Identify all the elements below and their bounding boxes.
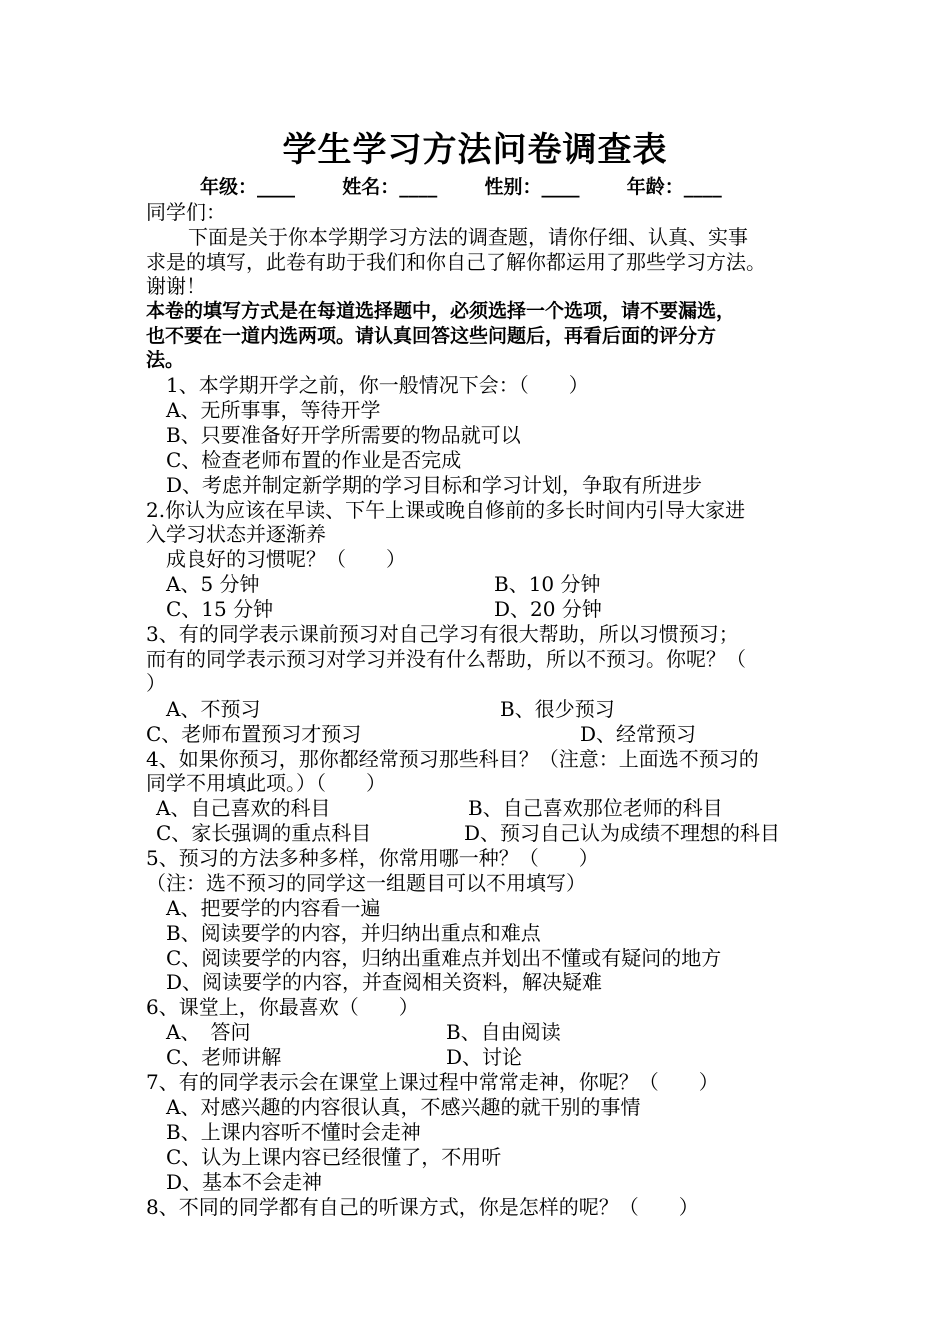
q3-option-d[interactable]: D、经常预习 bbox=[580, 722, 697, 746]
q3-option-a[interactable]: A、不预习 bbox=[166, 697, 261, 721]
instruction-line-2: 也不要在一道内选两项。请认真回答这些问题后，再看后面的评分方 bbox=[146, 325, 717, 347]
q6-option-c[interactable]: C、老师讲解 bbox=[166, 1045, 282, 1069]
q5-option-a[interactable]: A、把要学的内容看一遍 bbox=[166, 896, 381, 920]
question-4-line-1: 4、如果你预习，那你都经常预习那些科目？（注意：上面选不预习的 bbox=[146, 747, 759, 771]
q3-option-c[interactable]: C、老师布置预习才预习 bbox=[146, 722, 362, 746]
question-4-line-2: 同学不用填此项。）（ ） bbox=[146, 771, 386, 795]
instruction-line-3: 法。 bbox=[146, 349, 185, 371]
question-3-line-1: 3、有的同学表示课前预习对自己学习有很大帮助，所以习惯预习； bbox=[146, 622, 739, 646]
gender-field[interactable]: 性别：____ bbox=[484, 176, 580, 198]
q4-option-b[interactable]: B、自己喜欢那位老师的科目 bbox=[468, 796, 723, 820]
q2-option-c[interactable]: C、15 分钟 bbox=[166, 597, 274, 621]
question-5-note: （注：选不预习的同学这一组题目可以不用填写） bbox=[146, 871, 586, 895]
q2-option-d[interactable]: D、20 分钟 bbox=[494, 597, 602, 621]
q7-option-b[interactable]: B、上课内容听不懂时会走神 bbox=[166, 1120, 421, 1144]
q2-option-b[interactable]: B、10 分钟 bbox=[494, 572, 601, 596]
q7-option-d[interactable]: D、基本不会走神 bbox=[166, 1170, 323, 1194]
question-8: 8、不同的同学都有自己的听课方式，你是怎样的呢？（ ） bbox=[146, 1195, 699, 1219]
q4-option-c[interactable]: C、家长强调的重点科目 bbox=[156, 821, 372, 845]
q1-option-c[interactable]: C、检查老师布置的作业是否完成 bbox=[166, 448, 462, 472]
question-7: 7、有的同学表示会在课堂上课过程中常常走神，你呢？（ ） bbox=[146, 1070, 719, 1094]
q7-option-a[interactable]: A、对感兴趣的内容很认真，不感兴趣的就干别的事情 bbox=[166, 1095, 641, 1119]
page-title: 学生学习方法问卷调查表 bbox=[282, 130, 668, 170]
question-2-line-1: 2.你认为应该在早读、下午上课或晚自修前的多长时间内引导大家进 bbox=[146, 498, 746, 522]
question-3-line-3: ） bbox=[146, 671, 166, 695]
q2-option-a[interactable]: A、5 分钟 bbox=[166, 572, 260, 596]
question-5-line-1: 5、预习的方法多种多样，你常用哪一种？（ ） bbox=[146, 846, 599, 870]
intro-line-2: 求是的填写，此卷有助于我们和你自己了解你都运用了那些学习方法。 bbox=[146, 250, 766, 274]
question-1: 1、本学期开学之前，你一般情况下会：（ ） bbox=[166, 373, 589, 397]
q6-option-b[interactable]: B、自由阅读 bbox=[446, 1020, 561, 1044]
question-3-line-2: 而有的同学表示预习对学习并没有什么帮助，所以不预习。你呢？（ bbox=[146, 647, 746, 671]
greeting: 同学们： bbox=[146, 200, 226, 224]
q3-option-b[interactable]: B、很少预习 bbox=[500, 697, 615, 721]
q1-option-a[interactable]: A、无所事事，等待开学 bbox=[166, 398, 381, 422]
student-info-row bbox=[200, 174, 722, 200]
name-field[interactable]: 姓名：____ bbox=[342, 176, 438, 198]
q6-option-a[interactable]: A、 答问 bbox=[166, 1020, 251, 1044]
intro-line-1: 下面是关于你本学期学习方法的调查题，请你仔细、认真、实事 bbox=[188, 225, 748, 249]
q1-option-b[interactable]: B、只要准备好开学所需要的物品就可以 bbox=[166, 423, 521, 447]
q1-option-d[interactable]: D、考虑并制定新学期的学习目标和学习计划，争取有所进步 bbox=[166, 473, 703, 497]
q4-option-d[interactable]: D、预习自己认为成绩不理想的科目 bbox=[464, 821, 781, 845]
q5-option-b[interactable]: B、阅读要学的内容，并归纳出重点和难点 bbox=[166, 921, 541, 945]
grade-field[interactable]: 年级：____ bbox=[200, 176, 296, 198]
q5-option-d[interactable]: D、阅读要学的内容，并查阅相关资料，解决疑难 bbox=[166, 970, 603, 994]
instruction-line-1: 本卷的填写方式是在每道选择题中，必须选择一个选项，请不要漏选， bbox=[146, 300, 736, 322]
question-6: 6、课堂上，你最喜欢（ ） bbox=[146, 995, 419, 1019]
q5-option-c[interactable]: C、阅读要学的内容，归纳出重难点并划出不懂或有疑问的地方 bbox=[166, 946, 722, 970]
question-2-line-2: 入学习状态并逐渐养 bbox=[146, 522, 326, 546]
q6-option-d[interactable]: D、讨论 bbox=[446, 1045, 523, 1069]
q7-option-c[interactable]: C、认为上课内容已经很懂了，不用听 bbox=[166, 1145, 502, 1169]
question-2-line-3: 成良好的习惯呢？（ ） bbox=[166, 547, 406, 571]
q4-option-a[interactable]: A、自己喜欢的科目 bbox=[156, 796, 331, 820]
age-field[interactable]: 年龄：____ bbox=[626, 176, 722, 198]
intro-line-3: 谢谢！ bbox=[146, 274, 206, 298]
